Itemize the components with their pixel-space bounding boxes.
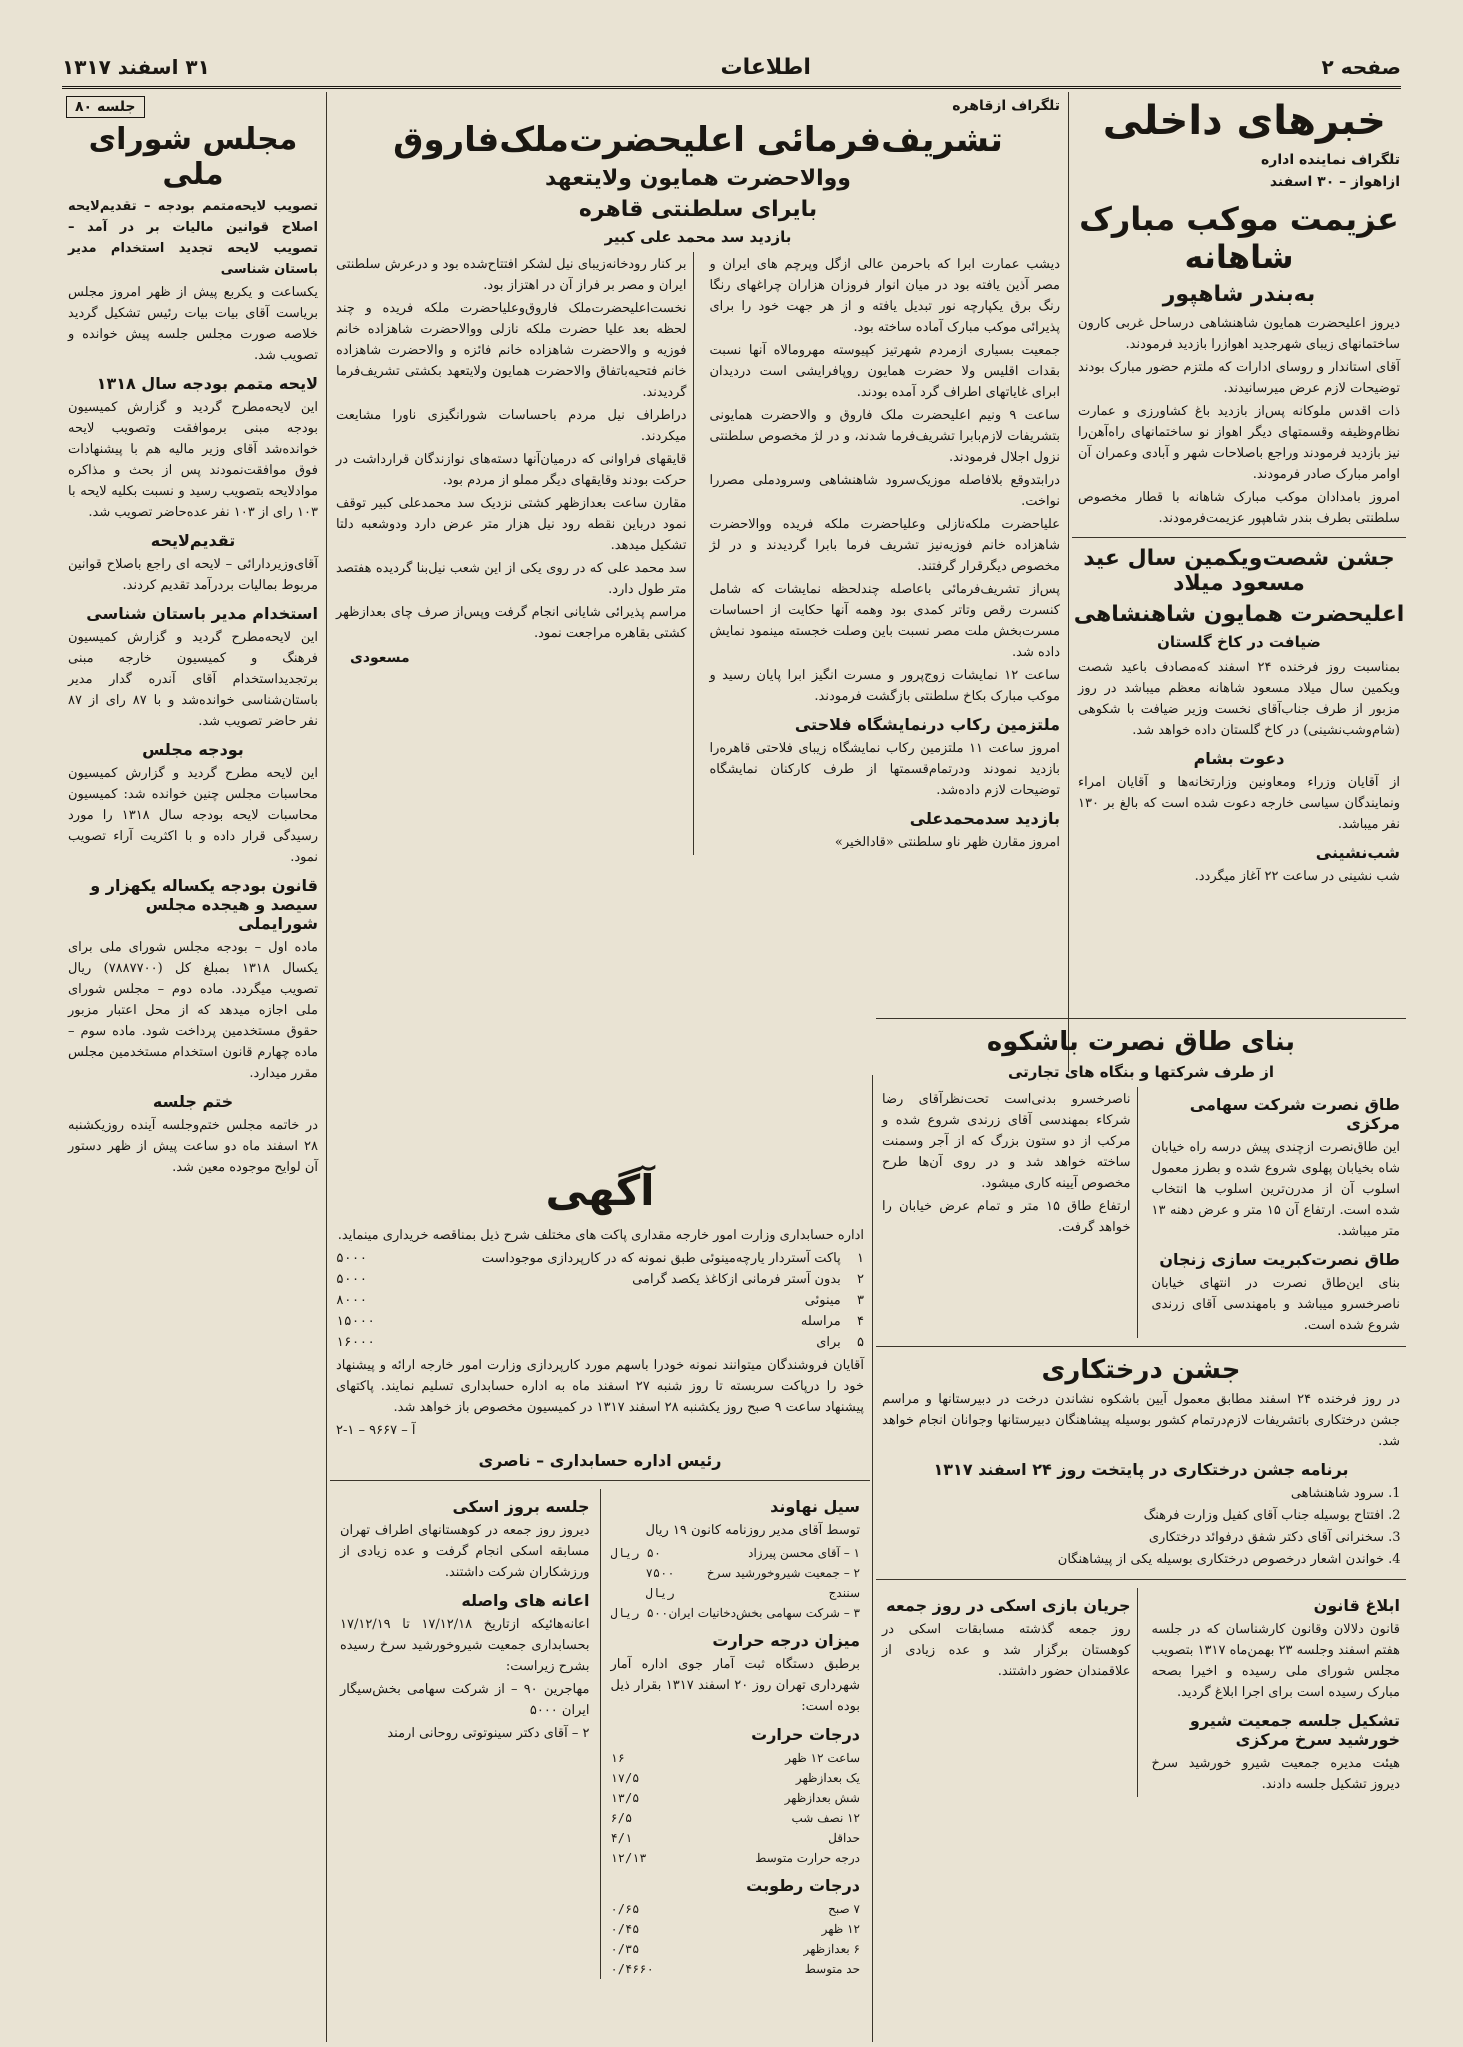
paragraph: آقای‌وزیردارائی – لایحه ای راجع باصلاح قوانین مربوط بمالیات بردرآمد تقدیم کردند. <box>68 557 318 593</box>
ad-item-row <box>330 1290 870 1311</box>
divider <box>330 1480 870 1481</box>
temperature-reading <box>611 1768 861 1788</box>
section-title: خبرهای داخلی <box>1102 98 1386 144</box>
program-item: 3. سخنرانی آقای دکتر شفق درفوائد درختکاری <box>882 1527 1384 1549</box>
ad-item-row <box>330 1269 870 1290</box>
ski-title: جریان بازی اسکی در روز جمعه <box>886 1596 1131 1615</box>
paragraph: این لایحه مطرح گردید و گزارش کمیسیون محاسبات مجلس چنین خوانده شد: کمیسیون محاسبات لایحه بودجه سال ۱۳۱۸ را مورد رسیدگی قرار داده و با اکثریت آراء تصویب نمود. <box>68 766 318 865</box>
royal-trip-subhead: به‌بندر شاهپور <box>1162 282 1316 307</box>
ad-item-number: ۳ <box>857 1293 864 1308</box>
column-divider <box>1068 92 1069 1072</box>
temperature-reading-value: ۱۳/۵ <box>610 1791 640 1805</box>
humidity-reading-value: ۰/۴۵ <box>610 1922 640 1936</box>
ad-title: آگهی <box>545 1166 655 1215</box>
ad-item-description: مینوئی <box>804 1293 841 1308</box>
telegraph-label: تلگراف نماینده اداره <box>1261 152 1400 168</box>
paragraph: قانون دلالان وقانون کارشناسان که در جلسه هفتم اسفند وجلسه ۲۳ بهمن‌ماه ۱۳۱۷ بتصویب مجلس شورای ملی رسیده و اخیرا بصحه مبارک رسیده است برای اجرا ابلاغ گردید. <box>1151 1622 1400 1700</box>
ad-item-number: ۴ <box>857 1314 864 1329</box>
temperature-reading-value: ۴/۱ <box>610 1831 633 1845</box>
sports-title: جلسه بروز اسکی <box>452 1497 590 1516</box>
bill-title: تقدیم‌لایحه <box>150 531 236 550</box>
flood-donation-label: ۲ – جمعیت شیروخورشید سرخ سنندج <box>706 1566 860 1600</box>
shiro-meeting-title: تشکیل جلسه جمعیت شیرو خورشید سرخ مرکزی <box>1189 1711 1400 1749</box>
humidity-reading-value: ۰/۴۶۶۰ <box>610 1962 654 1976</box>
ad-item-quantity: ۱۵۰۰۰ <box>336 1314 376 1329</box>
column-divider <box>326 92 327 2042</box>
temperature-reading-value: ۱۲/۱۳ <box>610 1851 647 1865</box>
paragraph: جمعیت بسیاری ازمردم شهرتیز کپیوسته مهرومالاه آنها نسبت بقدات اقلیس ولا حضرت همایون روپافرایشی است دردیدان ابرای غایاتهای اطراف گرد آمده بودند. <box>709 343 1060 400</box>
paragraph: ذات اقدس ملوکانه پس‌از بازدید باغ کشاورزی و عمارت نظام‌وظیفه وقسمتهای دیگر اهواز نو ساختمانهای راه‌آهن‌را نیز بازدید فرمودند وراجع باصلاحات شهر و آبادی وعمران آن اوامر مبارک صادر فرمودند. <box>1078 404 1400 482</box>
ad-items-table <box>330 1248 870 1353</box>
paragraph: دیروز اعلیحضرت همایون شاهنشاهی درساحل غربی کارون ساختمانهای زیبای شهرجدید اهوازرا بازدید فرمودند. <box>1078 316 1400 352</box>
ad-code: آ – ۹۶۶۷ – ۱-۲ <box>336 1423 416 1438</box>
paragraph: قایقهای فراوانی که درمیان‌آنها دسته‌های نوازندگان قرارداشت در حرکت بودند وقایقهای دیگر مملو از مردم بود. <box>336 452 687 488</box>
paragraph: از آقایان وزراء ومعاونین وزارتخانه‌ها و آقایان امراء ونمایندگان سیاسی خارجه دعوت شده است که بالغ بر ۱۳۰ نفر میباشد. <box>1078 775 1400 832</box>
ad-item-row <box>330 1332 870 1353</box>
cairo-news-column <box>330 92 1066 1149</box>
flood-donation <box>611 1603 861 1623</box>
paragraph: شب نشینی در ساعت ۲۲ آغاز میگردد. <box>1194 869 1400 884</box>
humidity-reading-label: ۷ صبح <box>828 1902 860 1916</box>
ad-item-description: مراسله <box>800 1314 841 1329</box>
domestic-news-column <box>1072 92 1406 1072</box>
majlis-column <box>62 92 324 2042</box>
program-item: 2. افتتاح بوسیله جناب آقای کفیل وزارت فرهنگ <box>882 1505 1384 1527</box>
arch-item2-title: طاق نصرت‌کبریت سازی زنجان <box>1159 1250 1400 1269</box>
paragraph: سد محمد علی که در روی یکی از این شعب نیل‌بنا گردیده هفتصد متر طول دارد. <box>336 561 687 597</box>
majlis-summary: تصویب لایحه‌متمم بودجه – تقدیم‌لایحه اصلاح قوانین مالیات بر در آمد – تصویب لایحه تجدید استخدام مدیر باستان شناسی <box>68 199 318 277</box>
ad-item-number: ۲ <box>857 1272 864 1287</box>
ad-item-quantity: ۸۰۰۰ <box>336 1293 368 1308</box>
temperature-reading-value: ۶/۵ <box>610 1811 633 1825</box>
dam-title: بازدید سدمحمدعلی <box>909 809 1060 828</box>
ad-body: آقایان فروشندگان میتوانند نمونه خودرا باسهم مورد کارپردازی وزارت امور خارجه ارائه و پیشنهاد خود را درپاکت سربسته تا روز شنبه ۲۷ اسفند ماه به اداره حسابداری تسلیم نمایند. پاکتهای پیشنهاد ساعت ۹ صبح روز یکشنبه ۲۸ اسفند ۱۳۱۷ در کمیسیون مخصوص باز خواهد شد. <box>336 1358 864 1415</box>
arch-headline: بنای طاق نصرت باشکوه <box>986 1027 1296 1057</box>
arch-subhead: از طرف شرکتها و بنگاه های تجارتی <box>1007 1063 1275 1081</box>
cairo-headline: تشریف‌فرمائی اعلیحضرت‌ملک‌فاروق <box>393 120 1003 160</box>
ad-item-number: ۱ <box>857 1251 864 1266</box>
flood-title: سیل نهاوند <box>770 1497 860 1516</box>
paragraph: علیاحضرت ملکه‌نازلی وعلیاحضرت ملکه فریده ووالاحضرت شاهزاده خانم فوزیه‌نیز تشریف فرما‌ بابرا گردیدند و در لژ مخصوص دیگرقرار گرفتند. <box>709 517 1060 574</box>
divider <box>876 1579 1406 1580</box>
program-item: 1. سرود شاهنشاهی <box>882 1483 1384 1505</box>
paragraph: بمناسبت روز فرخنده ۲۴ اسفند که‌مصادف باعید شصت ویکمین سال میلاد مسعود شاهانه معظم میباشد در روز مزبور از طرف جناب‌آقای نخست وزیر ضیافت با شکوهی (شام‌وشب‌نشینی) در کاخ گلستان داده خواهد شد. <box>1078 660 1400 738</box>
archaeology-title: استخدام مدیر باستان شناسی <box>86 604 318 623</box>
divider <box>876 1018 1406 1019</box>
advertisement-column <box>330 1152 870 2042</box>
temperature-reading <box>611 1808 861 1828</box>
paragraph: مقارن ساعت بعدازظهر کشتی نزدیک سد محمدعلی کبیر توقف نمود درباین نقطه رود نیل هزار متر عرض دارد ودوشعبه دلتا تشکیل میدهد. <box>336 496 687 553</box>
budget-law-title: قانون بودجه یکساله یکهزار و سیصد و هیجده مجلس شورایملی <box>90 876 318 933</box>
flood-text: توسط آقای مدیر روزنامه کانون ۱۹ ریال <box>645 1523 860 1538</box>
paragraph: درابتدوقع بلافاصله موزیک‌سرود شاهنشاهی وسرودملی مصررا نواخت. <box>709 473 1060 509</box>
ad-item-description: برای <box>816 1335 841 1350</box>
dateline: ازاهواز – ۳۰ اسفند <box>1269 174 1400 190</box>
paragraph: مراسم پذیرائی شایانی انجام گرفت وپس‌از صرف چای بعدازظهر کشتی بقاهره مراجعت نمود. <box>336 605 687 641</box>
majlis-headline: مجلس شورای ملی <box>88 122 298 192</box>
cairo-label: تلگراف ازقاهره <box>952 98 1060 114</box>
temperature-reading-value: ۱۶ <box>610 1751 625 1765</box>
paragraph: بر کنار رودخانه‌زیبای نیل لشکر افتتاح‌شده بود و درعرش سلطنتی ایران و مصر بر فراز آن در اهتزاز بود. <box>336 257 687 293</box>
cairo-signature: مسعودی <box>350 650 410 666</box>
ad-item-description: پاکت آستردار یارچه‌مینوئی طبق نمونه که در کارپردازی موجوداست <box>481 1251 841 1266</box>
paragraph: در خاتمه مجلس ختم‌وجلسه آینده روزیکشنبه ۲۸ اسفند ماه دو ساعت پیش از ظهر دستور آن لوایح موجوده معین شد. <box>68 1118 318 1175</box>
birthday-subhead: ضیافت در کاخ گلستان <box>1157 633 1321 651</box>
flood-donation-label: ۳ – شرکت سهامی بخش‌دخانیات ایران <box>668 1606 860 1620</box>
ad-item-row <box>330 1311 870 1332</box>
birthday-headline-2: اعلیحضرت همایون شاهنشاهی <box>1073 602 1405 627</box>
paragraph: ساعت ۹ ونیم اعلیحضرت ملک فاروق و والاحضرت همایونی بتشریفات لازم‌بابرا تشریف‌فرما شدند، و در لژ مخصوص سلطنتی نزول اجلال فرمودند. <box>709 408 1060 465</box>
party-title: شب‌نشینی <box>1315 843 1400 862</box>
budget-title: لایحه متمم بودجه سال ۱۳۱۸ <box>96 374 318 393</box>
law-notice-title: ابلاغ قانون <box>1313 1596 1400 1615</box>
temperature-reading <box>611 1828 861 1848</box>
tree-day-headline: جشن درختکاری <box>1041 1355 1241 1385</box>
temperature-reading-label: ۱۲ نصف شب <box>791 1811 860 1825</box>
program-list <box>882 1483 1384 1571</box>
humidity-reading <box>611 1959 861 1979</box>
program-item: 4. خواندن اشعار درخصوص درختکاری بوسیله یکی از پیشاهنگان <box>882 1549 1384 1571</box>
humidity-title: درجات رطوبت <box>746 1876 860 1895</box>
page-number: صفحه ۲ <box>1321 55 1401 79</box>
humidity-reading-value: ۰/۳۵ <box>610 1942 640 1956</box>
paragraph: این طاق‌نصرت ازچندی پیش درسه راه خیابان شاه بخیابان پهلوی شروع شده و بطرز معمول اسلوب آن از مدرن‌ترین اسلوب ها انتخاب شده است. ارتفاع آن ۱۵ متر و عرض دهنه ۱۳ متر میباشد. <box>1151 1140 1401 1239</box>
temperature-reading-label: یک بعدازظهر <box>795 1771 860 1785</box>
paragraph: بنای این‌طاق نصرت در انتهای خیابان ناصرخسرو میباشد و بامهندسی آقای زرندی شروع شده است. <box>1151 1276 1400 1333</box>
cairo-subhead-2: بایرای سلطنتی قاهره <box>578 197 818 222</box>
flood-donation-value: ۷۵۰۰ ریال <box>645 1566 675 1600</box>
masthead <box>62 50 1401 84</box>
ad-signature: رئیس اداره حسابداری – ناصری <box>478 1451 722 1470</box>
temperature-reading-label: درجه حرارت متوسط <box>755 1851 860 1865</box>
agri-title: ملتزمین رکاب درنمایشگاه فلاحتی <box>794 715 1060 734</box>
paragraph: ماده اول – بودجه مجلس شورای ملی برای یکسال ۱۳۱۸ بمبلغ کل (۷۸۸۷۷۰۰) ریال تصویب میگردد. ماده دوم – مجلس شورای ملی اجازه میدهد که از محل اعتبار مزبور حقوق مستخدمین پرداخت شود. ماده سوم – ماده چهارم قانون استخدام مستخدمین مجلس مقرر میدارد. <box>68 940 318 1081</box>
humidity-reading-label: حد متوسط <box>804 1962 860 1976</box>
donation-line: ۲ – آقای دکتر سینوتوتی روحانی ارمند <box>387 1726 590 1741</box>
paper-name: اطلاعات <box>720 54 811 80</box>
issue-date: ۳۱ اسفند ۱۳۱۷ <box>62 55 210 79</box>
paragraph: ناصرخسرو بدنی‌است تحت‌نظرآقای رضا شرکاء بمهندسی آقای زرندی شروع شده و مرکب از دو ستون بزرگ که از آجر وسمنت ساخته خواهد شد و در روی آن‌ها طرح مخصوص آیینه کاری میشود. <box>882 1092 1131 1191</box>
ad-item-quantity: ۵۰۰۰ <box>336 1251 368 1266</box>
donations-title: اعانه های واصله <box>461 1591 590 1610</box>
temperature-reading-label: ساعت ۱۲ ظهر <box>785 1751 860 1765</box>
cairo-subhead: ووالاحضرت همایون ولایتعهد <box>545 166 851 191</box>
column-divider <box>872 1075 873 2042</box>
flood-donation-value: ۵۰ ریال <box>610 1546 662 1560</box>
weather-title: میزان درجه حرارت <box>712 1631 860 1650</box>
paragraph: این لایحه‌مطرح گردید و گزارش کمیسیون بودجه مبنی برموافقت وتصویب لایحه خوانده‌شد آقای وزیر مالیه هم با پیشنهادات فوق موافقت‌نمودند پس از بحث و مذاکره موادلایحه بتصویب رسید و نسبت بکلیه لایحه با ۱۰۳ رای از ۱۰۳ نفر عده‌حاضر تصویب شد. <box>68 400 318 520</box>
flood-donation-label: ۱ – آقای محسن پیرزاد <box>748 1546 860 1560</box>
temperature-reading-value: ۱۷/۵ <box>610 1771 640 1785</box>
temperature-reading <box>611 1788 861 1808</box>
paragraph: نخست‌اعلیحضرت‌ملک فاروق‌وعلیاحضرت ملکه فریده و چند لحظه بعد علیا حضرت ملکه نازلی ووالاحضرت شاهزاده خانم فوزیه و والاحضرت شاهزاده خانم فائزه و والاحضرت شاهزاده خانم فتحیه‌باتفاق والاحضرت همایون ولایتعهد بکشتی تشریف‌فرما گردیدند. <box>336 301 687 400</box>
ad-item-row <box>330 1248 870 1269</box>
divider <box>1072 537 1406 538</box>
paragraph: امروز ساعت ۱۱ ملتزمین رکاب نمایشگاه زیبای فلاحتی قاهره‌را بازدید نمودند ودرتمام‌قسمتها از طرف کارکنان نمایشگاه توضیحات لازم داده‌شد. <box>709 741 1060 798</box>
paragraph: دراطراف نیل مردم باحساسات شورانگیزی ناورا مشایعت میکردند. <box>336 408 687 444</box>
ad-item-quantity: ۵۰۰۰ <box>336 1272 368 1287</box>
temperature-reading <box>611 1848 861 1868</box>
flood-donation-value: ۵۰۰ ریال <box>610 1606 669 1620</box>
humidity-reading-label: ۶ بعدازظهر <box>803 1942 860 1956</box>
humidity-reading <box>611 1899 861 1919</box>
paragraph: این لایحه‌مطرح گردید و گزارش کمیسیون فرهنگ و کمیسیون خارجه مبنی برتجدیداستخدام آقای آندره گدار مدیر باستان‌شناسی خوانده‌شد و با ۸۷ رای از ۸۷ نفر حاضر تصویب شد. <box>68 630 318 729</box>
weather-note: برطبق دستگاه ثبت آمار جوی اداره آمار شهرداری تهران روز ۲۰ اسفند ۱۳۱۷ بقرار ذیل بوده است: <box>610 1657 860 1714</box>
royal-trip-headline: عزیمت موکب مبارک شاهانه <box>1079 200 1399 276</box>
flood-donation <box>611 1563 861 1603</box>
temp-title: درجات حرارت <box>751 1725 860 1744</box>
paragraph: یکساعت و یکربع پیش از ظهر امروز مجلس بریاست آقای بیات بیات رئیس تشکیل گردید خلاصه‌ صورت مجلس جلسه پیش خوانده و تصویب شد. <box>68 285 318 363</box>
paragraph: هیئت مدیره جمعیت شیرو خورشید سرخ دیروز تشکیل جلسه دادند. <box>1151 1756 1400 1792</box>
donation-line: مهاجرین ۹۰ – از شرکت سهامی بخش‌سیگار ایران ۵۰۰۰ <box>340 1682 590 1718</box>
lower-right-column <box>876 1010 1406 2042</box>
temperature-reading-label: حداقل <box>828 1831 860 1845</box>
birthday-headline: جشن شصت‌ویکمین سال عید مسعود میلاد <box>1083 546 1395 596</box>
humidity-reading-label: ۱۲ ظهر <box>821 1922 860 1936</box>
ad-item-quantity: ۱۶۰۰۰ <box>336 1335 376 1350</box>
paragraph: در روز فرخنده ۲۴ اسفند مطابق معمول آیین باشکوه نشاندن درخت در دبیرستانها و مراسم جشن درختکاری باتشریفات لازم‌درتمام کشور بوسیله پیشاهنگان دبیرستانها وجوانان انجام خواهد شد. <box>882 1392 1400 1449</box>
paragraph: دیشب عمارت ابرا که باحرمن عالی ازگل وپرچم های ایران و مصر آذین یافته بود در میان انوار فروزان هزاران چراغهای رنگا رنگ برق یکپارچه نور تبدیل یافته و از هر جهت خود را برای پذیرائی موکب مبارک آماده ساخته بود. <box>709 257 1060 335</box>
invite-title: دعوت بشام <box>1193 749 1285 768</box>
paragraph: آقای استاندار و روسای ادارات که ملتزم حضور مبارک بودند توضیحات لازم عرض میرسانیدند. <box>1078 360 1400 396</box>
closing-title: ختم جلسه <box>152 1092 234 1111</box>
masthead-rule <box>62 86 1401 89</box>
ad-intro: اداره حسابداری وزارت امور خارجه مقداری پاکت های مختلف شرح ذیل بمناقصه خریداری مینماید. <box>337 1228 864 1243</box>
humidity-reading <box>611 1939 861 1959</box>
arch-item1-title: طاق نصرت شرکت سهامی مرکزی <box>1189 1095 1400 1133</box>
divider <box>876 1346 1406 1347</box>
ad-item-description: بدون آستر فرمانی ازکاغذ یکصد گرامی <box>632 1272 841 1287</box>
temperature-reading <box>611 1748 861 1768</box>
sports-text: دیروز روز جمعه در کوهستانهای اطراف تهران مسابقه اسکی انجام گرفت و عده زیادی از ورزشکاران شرکت داشتند. <box>340 1523 590 1580</box>
paragraph: امروز مقارن ظهر ناو سلطنتی «قاد‌الخیر» <box>834 835 1060 850</box>
paragraph: روز جمعه گذشته مسابقات اسکی در کوهستان برگزار شد و عده زیادی از علاقمندان حضور داشتند. <box>882 1622 1131 1679</box>
cairo-byline: بازدید سد محمد علی کبیر <box>604 228 792 246</box>
humidity-reading <box>611 1919 861 1939</box>
session-box: جلسه ۸۰ <box>66 96 145 118</box>
paragraph: امروز بامدادان موکب مبارک شاهانه با قطار مخصوص سلطنتی بطرف بندر شاهپور عزیمت‌فرمودند. <box>1078 490 1400 526</box>
program-title: برنامه جشن درختکاری در پایتخت روز ۲۴ اسفند ۱۳۱۷ <box>933 1460 1349 1479</box>
paragraph: ساعت ۱۲ نمایشات زوج‌پرور و مسرت انگیز ابرا پایان رسید و موکب مبارک بکاخ سلطنتی بازگشت فرمودند. <box>709 668 1060 704</box>
temperature-reading-label: شش بعدازظهر <box>784 1791 860 1805</box>
humidity-reading-value: ۰/۶۵ <box>610 1902 640 1916</box>
ad-item-number: ۵ <box>857 1335 864 1350</box>
paragraph: پس‌از تشریف‌فرمائی باعاصله چندلحظه نمایشات که شامل کنسرت رقص وتاتر کمدی بود وهمه آنها حکایت از احساسات مسرت‌بخش ملت مصر نسبت باین وصلت خجسته مینمود نمایش داده شد. <box>709 582 1060 660</box>
majlis-budget-title: بودجه مجلس <box>142 740 244 759</box>
paragraph: ارتفاع طاق ۱۵ متر و تمام عرض خیابان را خواهد گرفت. <box>882 1199 1131 1235</box>
flood-donation <box>611 1543 861 1563</box>
donations-text: اعانه‌هائیکه ازتاریخ ۱۷/۱۲/۱۸ تا ۱۷/۱۲/۱۹ بحسابداری جمعیت شیروخورشید سرخ رسیده بشرح زیراست: <box>340 1617 590 1674</box>
